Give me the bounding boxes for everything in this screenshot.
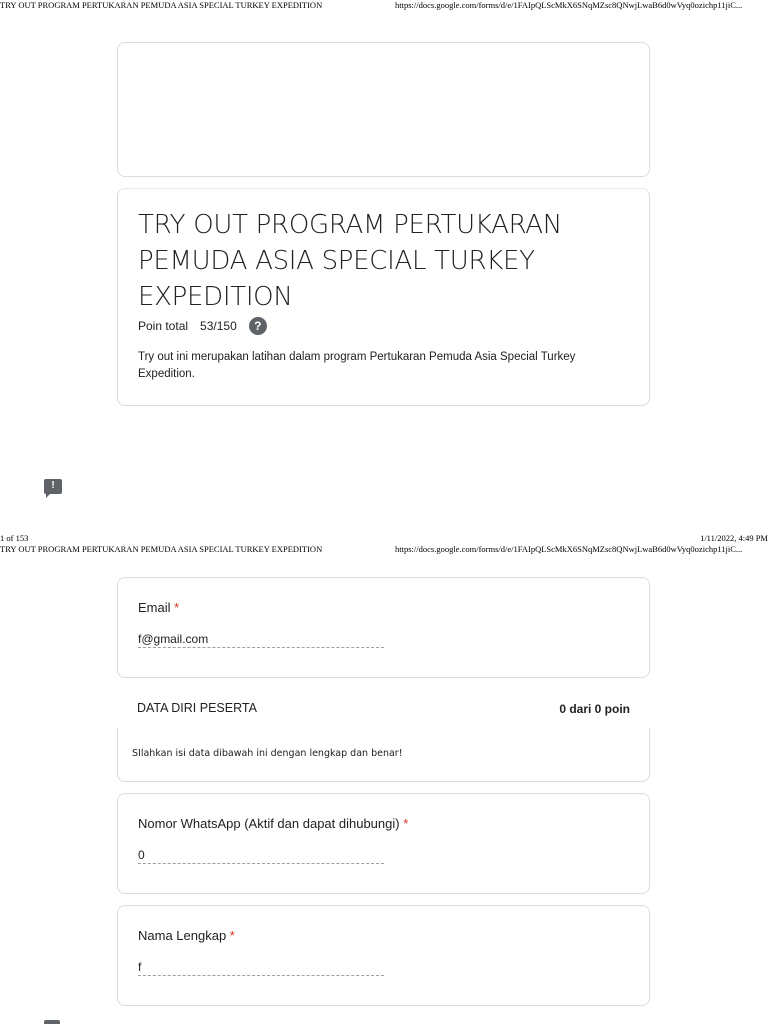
form-title: TRY OUT PROGRAM PERTUKARAN PEMUDA ASIA SPECIAL TURKEY EXPEDITION [138,210,562,312]
question-label [138,816,408,831]
total-points-value: 53/150 [200,319,237,333]
full-name-label: Nama Lengkap [138,928,227,943]
section-description: SIlahkan isi data dibawah ini dengan lengkap dan benar! [132,748,403,759]
question-whatsapp [117,793,650,894]
print-header-url: https://docs.google.com/forms/d/e/1FAIpQLScMkX6SNqMZsc8QNwjLwaB6d0wVyq0ozichp11jiC... [395,0,743,10]
question-full-name [117,905,650,1006]
print-header-title: TRY OUT PROGRAM PERTUKARAN PEMUDA ASIA SPECIAL TURKEY EXPEDITION [0,544,323,554]
print-header-title: TRY OUT PROGRAM PERTUKARAN PEMUDA ASIA SPECIAL TURKEY EXPEDITION [0,0,323,10]
question-label [138,600,179,615]
page-number: 1 of 153 [0,533,29,543]
help-circle-icon[interactable]: ? [249,317,267,335]
section-points: 0 dari 0 poin [559,702,630,716]
print-datetime: 1/11/2022, 4:49 PM [700,533,768,543]
whatsapp-label: Nomor WhatsApp (Aktif dan dapat dihubungi) [138,816,400,831]
required-asterisk: * [229,928,235,943]
section-title: DATA DIRI PESERTA [137,701,257,715]
email-label: Email [138,600,171,615]
question-label [138,928,235,943]
required-asterisk: * [403,816,409,831]
form-title-card [117,188,650,406]
print-header-page2 [0,544,768,556]
required-asterisk: * [174,600,180,615]
feedback-icon[interactable] [44,479,62,494]
print-header-url: https://docs.google.com/forms/d/e/1FAIpQLScMkX6SNqMZsc8QNwjLwaB6d0wVyq0ozichp11jiC... [395,544,743,554]
section-description-card [117,728,650,782]
print-header [0,0,768,12]
total-points-label: Poin total [138,319,189,333]
email-field[interactable]: f@gmail.com [138,632,384,648]
whatsapp-field[interactable]: 0 [138,848,384,864]
full-name-field[interactable]: f [138,960,384,976]
form-description: Try out ini merupakan latihan dalam program Pertukaran Pemuda Asia Special Turkey Expedition. [138,351,576,380]
total-points-row [138,317,267,335]
question-email [117,577,650,678]
header-banner [117,42,650,177]
feedback-icon[interactable] [44,1020,60,1024]
